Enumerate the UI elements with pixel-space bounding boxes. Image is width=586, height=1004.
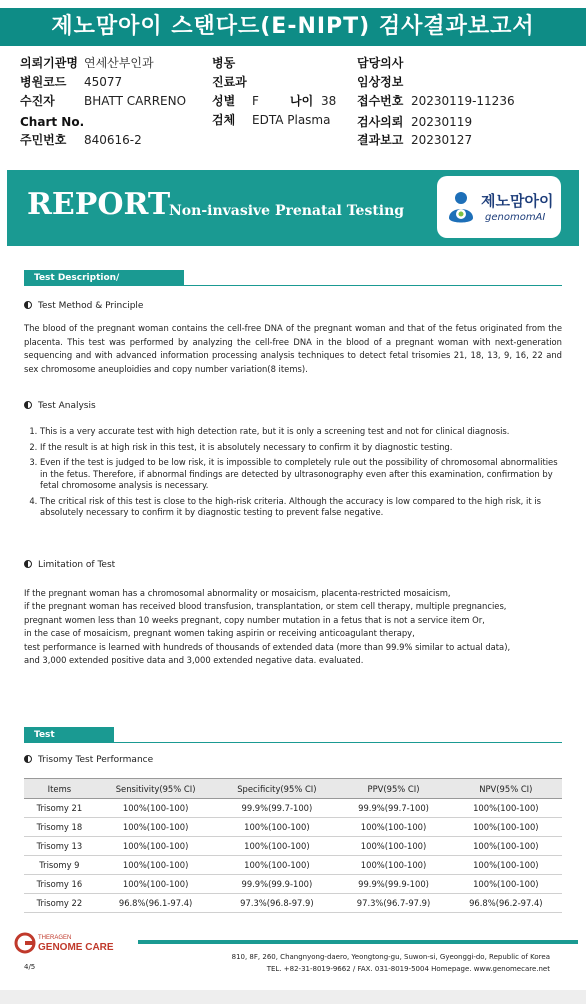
limitation-heading: Limitation of Test [24, 560, 115, 570]
limitation-line: test performance is learned with hundreds of thousands of extended data (more than 99.9% similar to actual data), [24, 641, 511, 652]
logo-korean-text: 제노맘아이 [481, 192, 554, 210]
table-cell: 100%(100-100) [216, 837, 337, 856]
page-number: 4/5 [24, 963, 36, 971]
analysis-heading: Test Analysis [24, 401, 96, 411]
table-cell: 97.3%(96.8-97.9) [216, 894, 337, 913]
table-cell: 99.9%(99.9-100) [216, 875, 337, 894]
table-cell: Trisomy 13 [24, 837, 95, 856]
table-cell: 100%(100-100) [95, 799, 217, 818]
table-row [24, 875, 562, 894]
half-circle-icon [24, 755, 32, 763]
hospital-code-value: 45077 [84, 75, 123, 89]
hospital-code-label: 병원코드 [20, 75, 67, 89]
table-cell: 100%(100-100) [337, 818, 449, 837]
method-paragraph: The blood of the pregnant woman contains the cell-free DNA of the pregnant woman and that of the fetus originated from the placenta. This test was performed by analyzing the cell-free DNA in the blood of a pregnant woman with next-generation sequencing and with advanced information processing analysis techniques to detect fetal trisomies 21, 18, 13, 9, 16, 22 and sex chromosome aneuploidies and copy number variation(8 items). [24, 323, 562, 374]
section-divider [24, 742, 562, 743]
table-cell: 96.8%(96.1-97.4) [95, 894, 217, 913]
logo-main-text: GENOME CARE [38, 942, 114, 953]
dept-label: 진료과 [212, 75, 247, 89]
table-cell: 99.9%(99.9-100) [337, 875, 449, 894]
report-banner [7, 170, 579, 246]
analysis-list [24, 426, 562, 523]
footer-address-block [140, 951, 550, 975]
list-item: 3. Even if the test is judged to be low risk, it is impossible to completely rule out the possibility of chromosomal abnormalities in the fetus. Therefore, if abnormal findings are detected by ultrasonography even after this examination, confirmation by fetal chromosome analysis is necessary. [40, 457, 562, 492]
table-cell: 100%(100-100) [95, 856, 217, 875]
table-cell: 100%(100-100) [450, 856, 562, 875]
section-tab-description: Test Description/ Interpretation [24, 270, 184, 286]
table-cell: 100%(100-100) [337, 837, 449, 856]
table-cell: 100%(100-100) [337, 856, 449, 875]
limitation-line: If the pregnant woman has a chromosomal abnormality or mosaicism, placenta-restricted mosaicism, [24, 588, 451, 598]
table-cell: 100%(100-100) [216, 818, 337, 837]
section-divider [24, 285, 562, 286]
resident-value: 840616-2 [84, 133, 142, 147]
receipt-label: 접수번호 [357, 94, 404, 108]
footer-contact: TEL. +82-31-8019-9662 / FAX. 031-8019-5004 Homepage. www.genomecare.net [266, 965, 550, 973]
resident-label: 주민번호 [20, 133, 67, 147]
footer-address: 810, 8F, 260, Changnyong-daero, Yeongtong-gu, Suwon-si, Gyeonggi-do, Republic of Korea [231, 953, 550, 961]
patient-info-block [0, 54, 586, 154]
sex-label: 성별 [212, 94, 236, 108]
list-item: 2. If the result is at high risk in this test, it is absolutely necessary to confirm it by diagnostic testing. [40, 442, 562, 454]
column-header: Specificity(95% CI) [216, 779, 337, 799]
sex-value: F [252, 94, 259, 108]
table-row [24, 894, 562, 913]
genomomai-logo [437, 176, 561, 238]
column-header: Items [24, 779, 95, 799]
receipt-value: 20230119-11236 [411, 94, 515, 108]
column-header: NPV(95% CI) [450, 779, 562, 799]
theragen-genome-care-logo [14, 930, 134, 956]
report-heading: REPORT [27, 187, 171, 222]
list-item: 1. This is a very accurate test with high detection rate, but it is only a screening test and not for clinical diagnosis. [40, 426, 562, 438]
table-cell: Trisomy 16 [24, 875, 95, 894]
baby-logo-icon [443, 188, 479, 226]
table-row [24, 818, 562, 837]
logo-top-text: THERAGEN [38, 935, 72, 941]
table-header-row [24, 779, 562, 799]
report-title: 제노맘아이 스탠다드(E-NIPT) 검사결과보고서 [0, 8, 586, 46]
specimen-label: 검체 [212, 113, 236, 127]
list-item: 4. The critical risk of this test is close to the high-risk criteria. Although the accuracy is low compared to the high risk, it is absolutely necessary to confirm it by diagnostic testing to prevent false negative. [40, 496, 562, 519]
table-cell: 100%(100-100) [450, 818, 562, 837]
institution-label: 의뢰기관명 [20, 56, 78, 70]
age-value: 38 [321, 94, 337, 108]
limitation-line: and 3,000 extended positive data and 3,000 extended negative data. evaluated. [24, 655, 364, 666]
limitation-line: if the pregnant woman has received blood transfusion, transplantation, or stem cell therapy, multiple pregnancies, [24, 601, 507, 612]
column-header: Sensitivity(95% CI) [95, 779, 217, 799]
table-row [24, 799, 562, 818]
table-cell: 100%(100-100) [450, 875, 562, 894]
footer-divider [138, 940, 578, 944]
bottom-strip [0, 990, 586, 1004]
table-cell: 100%(100-100) [216, 856, 337, 875]
chart-label: Chart No. [20, 115, 85, 129]
table-cell: 96.8%(96.2-97.4) [450, 894, 562, 913]
table-cell: Trisomy 18 [24, 818, 95, 837]
limitation-line: in the case of mosaicism, pregnant women taking aspirin or receiving anticoagulant therapy, [24, 628, 415, 639]
clinical-label: 임상정보 [357, 75, 404, 89]
specimen-value: EDTA Plasma [252, 113, 331, 127]
request-label: 검사의뢰 [357, 115, 404, 129]
institution-value: 연세산부인과 [84, 56, 154, 70]
performance-table [24, 778, 562, 913]
patient-label: 수진자 [20, 94, 55, 108]
table-cell: 100%(100-100) [450, 799, 562, 818]
table-row [24, 856, 562, 875]
doctor-label: 담당의사 [357, 56, 404, 70]
table-row [24, 837, 562, 856]
report-subtitle: Non-invasive Prenatal Testing [169, 203, 405, 219]
table-cell: 100%(100-100) [95, 818, 217, 837]
column-header: PPV(95% CI) [337, 779, 449, 799]
section-tab-performance: Test Performance [24, 727, 114, 743]
age-label: 나이 [290, 94, 314, 108]
ward-label: 병동 [212, 56, 236, 70]
trisomy-heading: Trisomy Test Performance [24, 755, 153, 765]
request-value: 20230119 [411, 115, 473, 129]
patient-value: BHATT CARRENO [84, 94, 187, 108]
limitation-text [24, 587, 564, 667]
logo-english-text: genomomAI [485, 212, 546, 223]
table-cell: Trisomy 21 [24, 799, 95, 818]
half-circle-icon [24, 301, 32, 309]
table-cell: 99.9%(99.7-100) [337, 799, 449, 818]
table-cell: 97.3%(96.7-97.9) [337, 894, 449, 913]
result-label: 결과보고 [357, 133, 404, 147]
table-cell: 100%(100-100) [95, 875, 217, 894]
limitation-line: pregnant women less than 10 weeks pregnant, copy number mutation in a fetus that is not a service item Or, [24, 614, 485, 625]
half-circle-icon [24, 560, 32, 568]
table-cell: Trisomy 9 [24, 856, 95, 875]
table-cell: Trisomy 22 [24, 894, 95, 913]
half-circle-icon [24, 401, 32, 409]
table-cell: 99.9%(99.7-100) [216, 799, 337, 818]
table-cell: 100%(100-100) [450, 837, 562, 856]
method-heading: Test Method & Principle [24, 301, 143, 311]
table-cell: 100%(100-100) [95, 837, 217, 856]
result-value: 20230127 [411, 133, 473, 147]
